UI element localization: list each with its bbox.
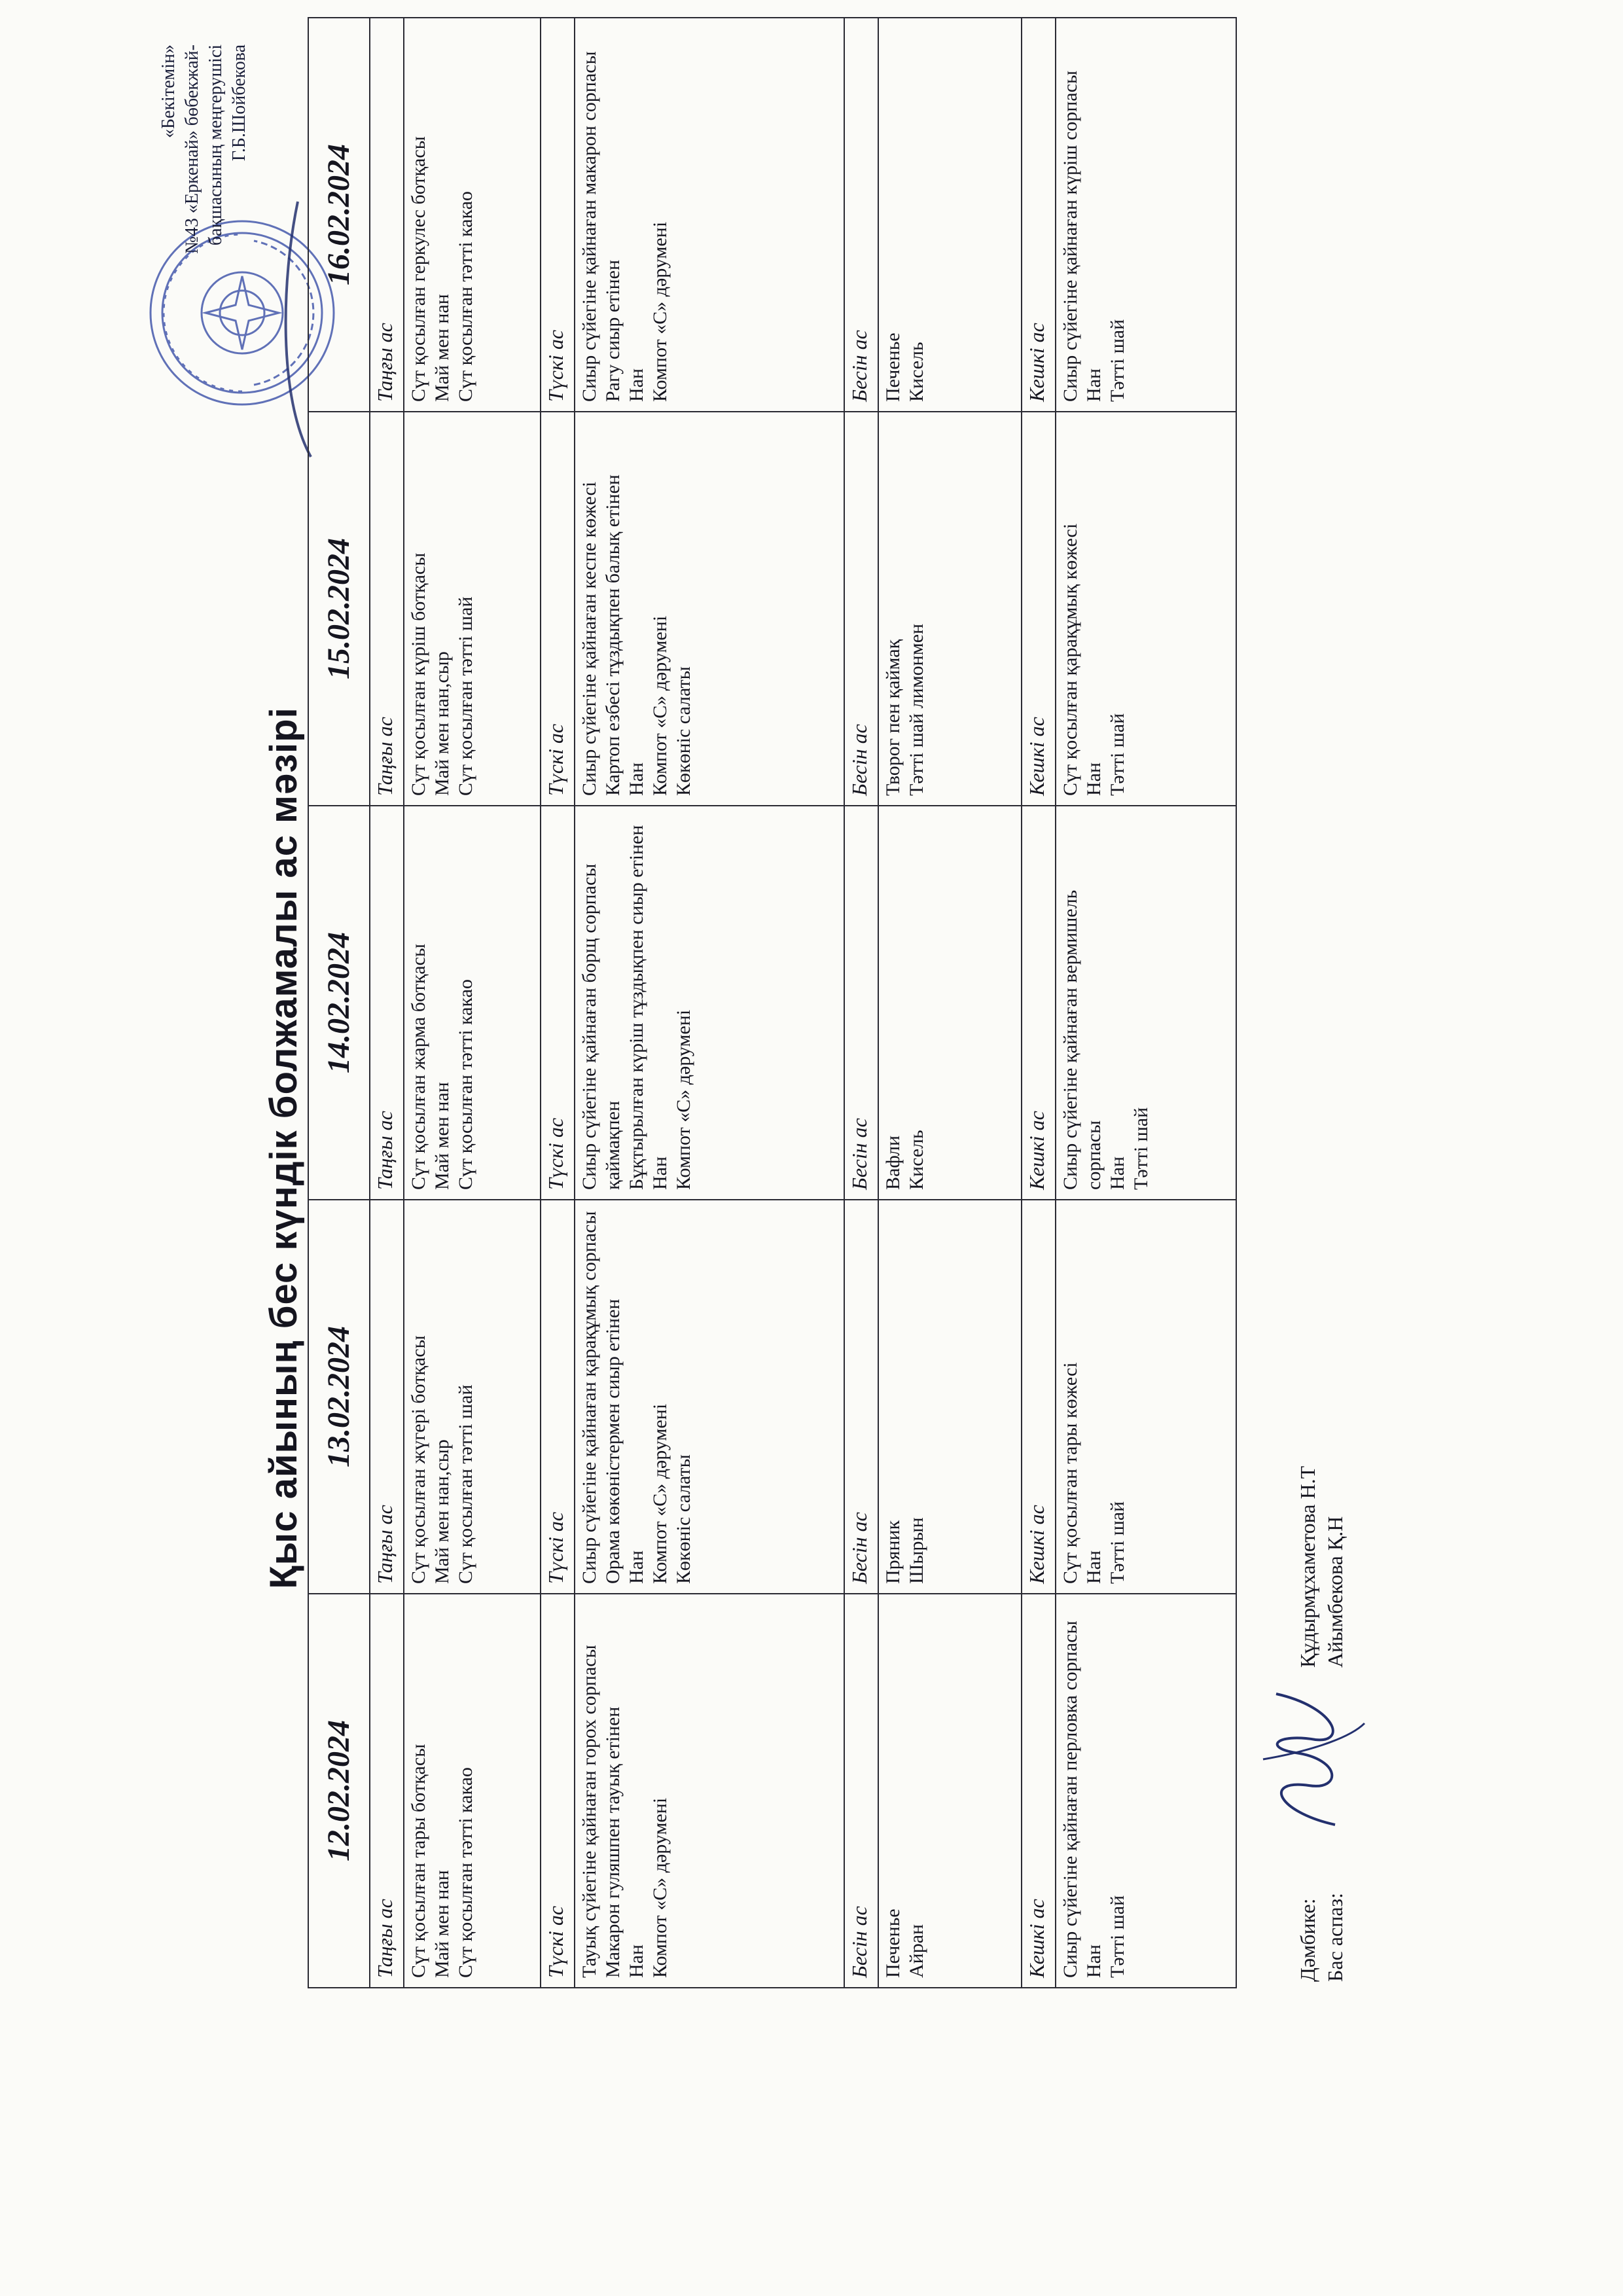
approval-line: №43 «Еркенай» бөбекжай- [182, 45, 202, 254]
page-title: Қыс айының бес күндік болжамалы ас мәзірі [262, 707, 305, 1589]
dish-cell [1056, 412, 1236, 806]
dish-item: Сүт қосылған қарақұмық көжесі [1059, 523, 1081, 796]
dish-item: Тәтті шай [1106, 319, 1128, 402]
dish-item: Сүт қосылған тәтті шай [455, 596, 477, 796]
dish-item: Компот «С» дәрумені [649, 221, 671, 402]
dish-cell [404, 412, 541, 806]
dish-item: Май мен нан [431, 294, 454, 402]
dish-item: Май мен нан,сыр [431, 1439, 454, 1584]
meal-label: Бесін ас [844, 1594, 878, 1988]
dish-item: Тәтті шай [1106, 713, 1128, 796]
meal-label-row-breakfast [370, 18, 404, 1988]
meal-label: Кешкі ас [1022, 1594, 1056, 1988]
dish-item: Май мен нан,сыр [431, 651, 454, 796]
dish-item: Нан [1106, 1156, 1128, 1190]
dish-item: Вафли [882, 1135, 904, 1190]
staff-name: Айымбекова Қ.Н [1323, 1516, 1347, 1668]
dish-cell [575, 412, 844, 806]
meal-label: Түскі ас [541, 1594, 575, 1988]
dish-item: Нан [625, 762, 647, 796]
dish-item: Май мен нан [431, 1082, 454, 1190]
dish-item: Тауық сүйегіне қайнаған горох сорпасы [578, 1645, 600, 1978]
approval-text [157, 45, 251, 503]
dish-cell [575, 1200, 844, 1594]
dish-item: Компот «С» дәрумені [649, 1403, 671, 1584]
dish-item: Компот «С» дәрумені [672, 1009, 694, 1190]
dish-item: Нан [649, 1156, 671, 1190]
dish-cell [575, 1594, 844, 1988]
dish-item: Нан [1082, 1944, 1105, 1978]
meal-label: Түскі ас [541, 18, 575, 412]
dish-row-lunch [575, 18, 844, 1988]
dish-item: Сиыр сүйегіне қайнаған күріш сорпасы [1059, 70, 1081, 402]
date-header-row [308, 18, 370, 1988]
dish-cell [878, 1594, 1022, 1988]
dish-item: Орама көкөністермен сиыр етінен [601, 1299, 624, 1584]
meal-label: Таңғы ас [370, 412, 404, 806]
dish-item: Май мен нан [431, 1870, 454, 1978]
dish-item: Сүт қосылған тәтті какао [455, 1767, 477, 1978]
dish-item: Макарон гуляшпен тауық етінен [601, 1706, 624, 1978]
dish-item: Нан [1082, 368, 1105, 402]
dish-cell [404, 1200, 541, 1594]
dish-item: Сиыр сүйегіне қайнаған борщ сорпасы қаймақпен [578, 863, 624, 1190]
dish-cell [878, 806, 1022, 1200]
staff-role: Дәмбике: [1296, 1898, 1319, 1982]
dish-item: Нан [1082, 762, 1105, 796]
dish-cell [575, 806, 844, 1200]
meal-label-row-lunch [541, 18, 575, 1988]
dish-item: Нан [625, 1550, 647, 1584]
dish-cell [1056, 1594, 1236, 1988]
dish-row-breakfast [404, 18, 541, 1988]
meal-label: Бесін ас [844, 1200, 878, 1594]
dish-item: Картоп езбесі тұздықпен балық етінен [601, 475, 624, 796]
dish-item: Сиыр сүйегіне қайнаған перловка сорпасы [1059, 1621, 1081, 1978]
dish-item: Сүт қосылған тәтті какао [455, 191, 477, 402]
dish-item: Сүт қосылған тары ботқасы [408, 1744, 430, 1978]
dish-item: Компот «С» дәрумені [649, 615, 671, 796]
date-header: 12.02.2024 [308, 1594, 370, 1988]
dish-item: Тәтті шай [1130, 1107, 1152, 1190]
dish-item: Тәтті шай [1106, 1895, 1128, 1978]
dish-cell [878, 412, 1022, 806]
dish-item: Бұқтырылған күріш тұздықпен сиыр етінен [625, 825, 647, 1190]
dish-item: Пряник [882, 1520, 904, 1584]
date-header: 15.02.2024 [308, 412, 370, 806]
dish-item: Печенье [882, 332, 904, 402]
meal-label: Таңғы ас [370, 18, 404, 412]
meal-label-row-dinner [1022, 18, 1056, 1988]
dish-item: Сүт қосылған тәтті шай [455, 1384, 477, 1584]
meal-label: Түскі ас [541, 806, 575, 1200]
meal-label: Кешкі ас [1022, 806, 1056, 1200]
dish-item: Сүт қосылған күріш ботқасы [408, 552, 430, 796]
dish-item: Творог пен қаймақ [882, 639, 904, 796]
dish-item: Көкөніс салаты [672, 666, 694, 796]
approval-line: Г.Б.Шойбекова [229, 45, 249, 162]
approval-line: «Бекітемін» [158, 45, 179, 139]
dish-row-dinner [1056, 18, 1236, 1988]
dish-item: Рагу сиыр етінен [601, 259, 624, 402]
dish-cell [1056, 806, 1236, 1200]
dish-item: Сиыр сүйегіне қайнаған макарон сорпасы [578, 51, 600, 402]
meal-label: Түскі ас [541, 412, 575, 806]
meal-label-row-snack [844, 18, 878, 1988]
dish-item: Тәтті шай [1106, 1501, 1128, 1584]
meal-label: Кешкі ас [1022, 412, 1056, 806]
dish-cell [404, 806, 541, 1200]
dish-item: Сүт қосылған тәтті какао [455, 979, 477, 1190]
dish-item: Сиыр сүйегіне қайнаған вермишель сорпасы [1059, 889, 1105, 1190]
dish-item: Сүт қосылған геркулес ботқасы [408, 136, 430, 402]
dish-cell [404, 1594, 541, 1988]
meal-label: Бесін ас [844, 18, 878, 412]
meal-label: Кешкі ас [1022, 1200, 1056, 1594]
staff-name: Құдырмұхаметова Н.Т [1296, 1465, 1319, 1668]
dish-item: Көкөніс салаты [672, 1454, 694, 1584]
dish-item: Кисель [905, 1130, 927, 1190]
meal-label: Бесін ас [844, 806, 878, 1200]
menu-table [308, 17, 1237, 1988]
dish-item: Сиыр сүйегіне қайнаған қарақұмық сорпасы [578, 1211, 600, 1584]
dish-item: Айран [905, 1924, 927, 1978]
dish-item: Сүт қосылған тары көжесі [1059, 1362, 1081, 1584]
meal-label: Бесін ас [844, 412, 878, 806]
meal-label: Таңғы ас [370, 806, 404, 1200]
meal-label: Таңғы ас [370, 1200, 404, 1594]
dish-item: Сиыр сүйегіне қайнаған кеспе көжесі [578, 481, 600, 796]
dish-cell [878, 1200, 1022, 1594]
dish-item: Нан [625, 368, 647, 402]
handwritten-signature-icon [1237, 1681, 1368, 1838]
approval-line: бақшасының меңгерушісі [205, 45, 226, 246]
date-header: 13.02.2024 [308, 1200, 370, 1594]
date-header: 14.02.2024 [308, 806, 370, 1200]
dish-cell [1056, 18, 1236, 412]
dish-item: Сүт қосылған жарма ботқасы [408, 943, 430, 1190]
dish-item: Нан [625, 1944, 647, 1978]
meal-label: Түскі ас [541, 1200, 575, 1594]
dish-cell [404, 18, 541, 412]
dish-item: Сүт қосылған жүгері ботқасы [408, 1335, 430, 1584]
dish-cell [878, 18, 1022, 412]
dish-item: Компот «С» дәрумені [649, 1797, 671, 1978]
dish-row-snack [878, 18, 1022, 1988]
dish-cell [1056, 1200, 1236, 1594]
signatures-block [1283, 810, 1387, 1988]
dish-cell [575, 18, 844, 412]
staff-role: Бас аспаз: [1323, 1892, 1347, 1982]
dish-item: Нан [1082, 1550, 1105, 1584]
meal-label: Таңғы ас [370, 1594, 404, 1988]
dish-item: Тәтті шай лимонмен [905, 623, 927, 796]
date-header: 16.02.2024 [308, 18, 370, 412]
dish-item: Кисель [905, 342, 927, 402]
meal-label: Кешкі ас [1022, 18, 1056, 412]
dish-item: Печенье [882, 1909, 904, 1978]
dish-item: Шырын [905, 1517, 927, 1584]
